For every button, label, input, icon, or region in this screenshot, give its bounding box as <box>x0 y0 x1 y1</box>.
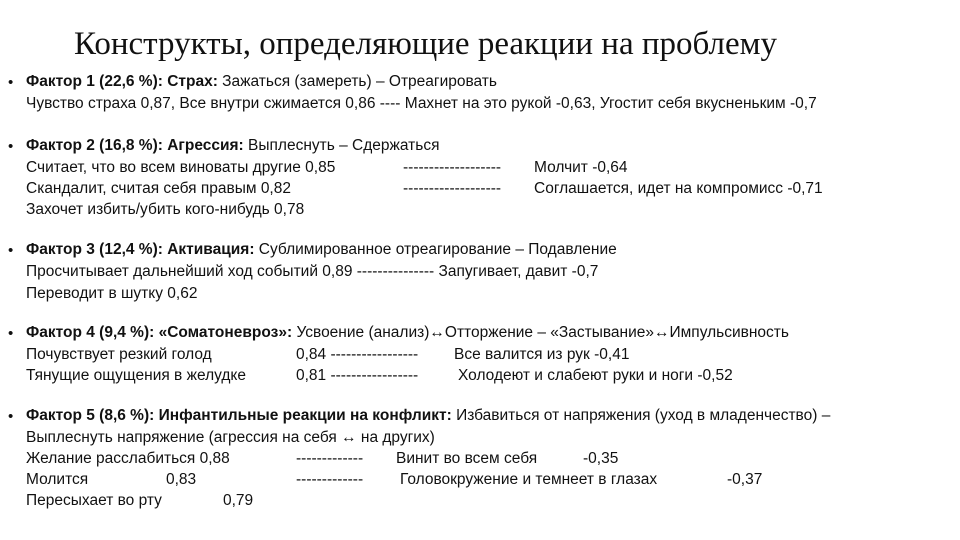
row-dashes: ------------- <box>296 471 364 488</box>
factor-1-heading <box>26 71 497 92</box>
row-negative-item: Все валится из рук -0,41 <box>454 346 630 363</box>
factor-4-label: Фактор 4 (9,4 %): «Соматоневроз»: <box>26 324 293 341</box>
row-positive-item: Молится <box>26 471 89 488</box>
row-negative-item: Холодеют и слабеют руки и ноги -0,52 <box>458 367 733 384</box>
bullet: • <box>8 74 14 91</box>
row-dashes: ------------------- <box>403 159 502 176</box>
row-dashes: 0,81 ----------------- <box>296 367 419 384</box>
factor-1-label: Фактор 1 (22,6 %): Страх: <box>26 73 218 90</box>
factor-2-label: Фактор 2 (16,8 %): Агрессия: <box>26 137 244 154</box>
row-negative-item: Соглашается, идет на компромисс -0,71 <box>534 180 823 197</box>
factor-3-line-2: Переводит в шутку 0,62 <box>26 285 198 302</box>
row-positive-value: 0,79 <box>223 492 254 509</box>
row-dashes: ------------------- <box>403 180 502 197</box>
factor-3-poles: Сублимированное отреагирование – Подавление <box>254 241 617 258</box>
factor-5-label: Фактор 5 (8,6 %): Инфантильные реакции на конфликт: <box>26 407 452 424</box>
row-dashes: ------------- <box>296 450 364 467</box>
factor-2-heading <box>26 135 440 156</box>
factor-2-poles: Выплеснуть – Сдержаться <box>243 137 440 154</box>
row-negative-item: Молчит -0,64 <box>534 159 628 176</box>
row-negative-item: Головокружение и темнеет в глазах <box>400 471 658 488</box>
factor-4 <box>0 322 960 388</box>
factor-5 <box>0 405 960 515</box>
factor-1-poles: Зажаться (замереть) – Отреагировать <box>217 73 497 90</box>
row-positive-item: Пересыхает во рту <box>26 492 162 509</box>
row-positive-item: Скандалит, считая себя правым 0,82 <box>26 180 291 197</box>
factor-2 <box>0 135 960 221</box>
row-positive-item: Считает, что во всем виноваты другие 0,85 <box>26 159 336 176</box>
factor-1 <box>0 71 960 117</box>
factor-2-line-3: Захочет избить/убить кого-нибудь 0,78 <box>26 201 305 218</box>
factor-3 <box>0 239 960 305</box>
row-negative-value: -0,35 <box>583 450 619 467</box>
row-positive-value: 0,83 <box>166 471 197 488</box>
bullet: • <box>8 138 14 155</box>
factor-4-poles: Усвоение (анализ)↔Отторжение – «Застывание»↔Импульсивность <box>292 324 789 341</box>
row-dashes: 0,84 ----------------- <box>296 346 419 363</box>
factor-1-line-1: Чувство страха 0,87, Все внутри сжимается 0,86 ---- Махнет на это рукой -0,63, Угостит себя вкусненьким -0,7 <box>26 95 817 112</box>
bullet: • <box>8 242 14 259</box>
row-negative-item: Винит во всем себя <box>396 450 538 467</box>
bullet: • <box>8 325 14 342</box>
factor-5-line-1: Выплеснуть напряжение (агрессия на себя ↔ на других) <box>26 429 435 446</box>
row-positive-item: Почувствует резкий голод <box>26 346 212 363</box>
factor-3-label: Фактор 3 (12,4 %): Активация: <box>26 241 255 258</box>
row-positive-item: Тянущие ощущения в желудке <box>26 367 246 384</box>
row-negative-value: -0,37 <box>727 471 763 488</box>
factor-5-poles: Избавиться от напряжения (уход в младенчество) – <box>451 407 831 424</box>
factor-5-heading <box>26 405 830 426</box>
factor-4-heading <box>26 322 789 343</box>
bullet: • <box>8 408 14 425</box>
factor-3-line-1: Просчитывает дальнейший ход событий 0,89 --------------- Запугивает, давит -0,7 <box>26 263 599 280</box>
slide-title: Конструкты, определяющие реакции на проблему <box>74 26 777 62</box>
row-positive-item: Желание расслабиться 0,88 <box>26 450 230 467</box>
factor-3-heading <box>26 239 617 260</box>
